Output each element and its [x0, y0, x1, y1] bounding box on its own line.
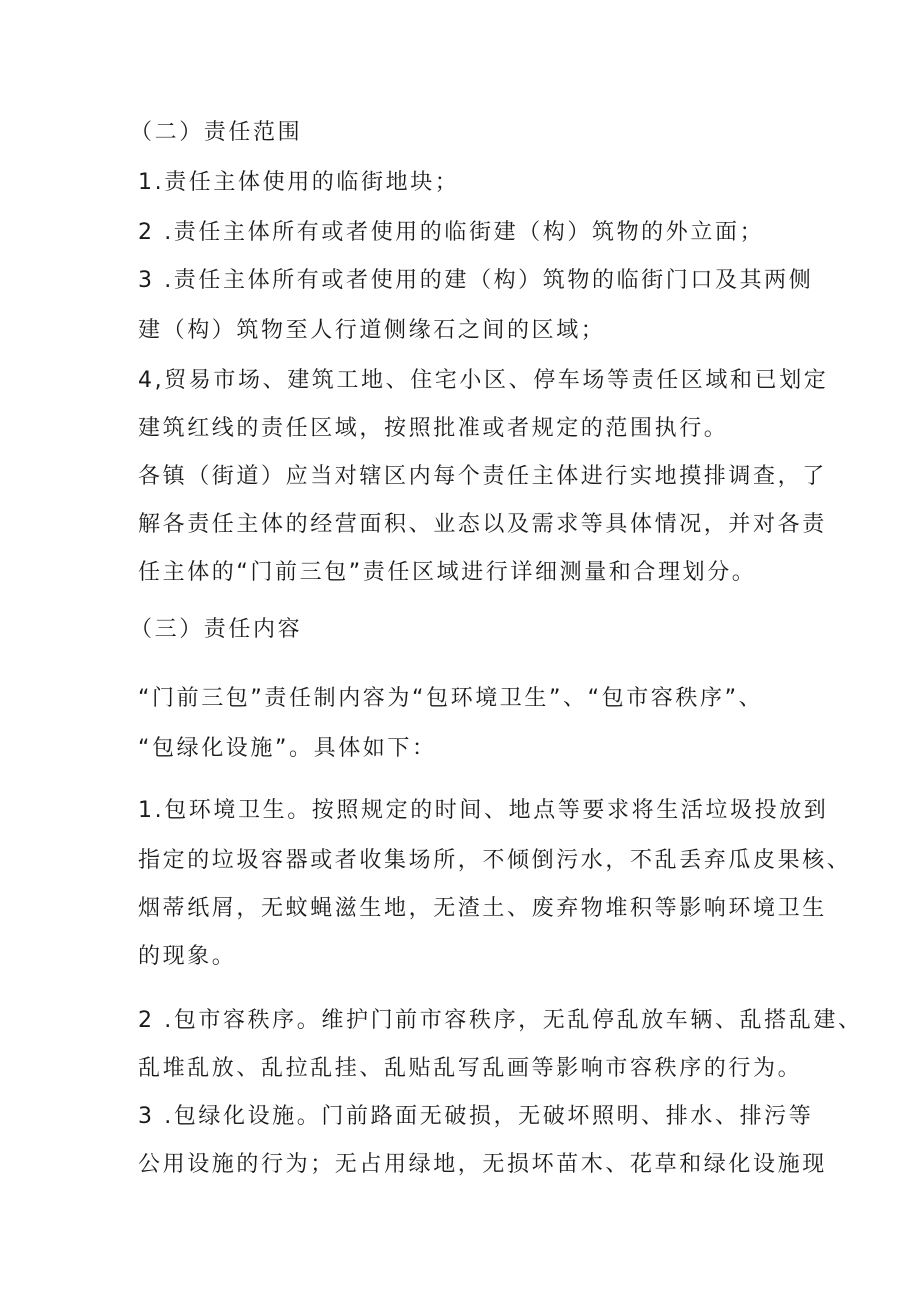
scope-item-4-line-2: 建筑红线的责任区域，按照批准或者规定的范围执行。 [138, 416, 729, 441]
content-item-2-line-1: 2 .包市容秩序。维护门前市容秩序，无乱停乱放车辆、乱搭乱建、 [138, 1008, 863, 1033]
content-item-1-line-4: 的现象。 [138, 944, 237, 969]
section-3-heading: （三）责任内容 [130, 617, 303, 642]
scope-note-line-2: 解各责任主体的经营面积、业态以及需求等具体情况，并对各责 [138, 512, 827, 537]
scope-item-1: 1.责任主体使用的临街地块； [138, 170, 460, 195]
scope-item-2: 2 .责任主体所有或者使用的临街建（构）筑物的外立面； [138, 220, 765, 245]
content-item-1-line-3: 烟蒂纸屑，无蚊蝇滋生地，无渣土、废弃物堆积等影响环境卫生 [138, 896, 827, 921]
content-intro-line-1: “门前三包”责任制内容为“包环境卫生”、“包市容秩序”、 [138, 686, 764, 711]
scope-note-line-1: 各镇（街道）应当对辖区内每个责任主体进行实地摸排调查，了 [138, 464, 827, 489]
content-item-2-line-2: 乱堆乱放、乱拉乱挂、乱贴乱写乱画等影响市容秩序的行为。 [138, 1056, 803, 1081]
content-item-1-line-1: 1.包环境卫生。按照规定的时间、地点等要求将生活垃圾投放到 [138, 798, 829, 823]
content-item-1-line-2: 指定的垃圾容器或者收集场所，不倾倒污水，不乱丢弃瓜皮果核、 [138, 848, 852, 873]
scope-item-4-line-1: 4,贸易市场、建筑工地、住宅小区、停车场等责任区域和已划定 [138, 368, 829, 393]
content-item-3-line-1: 3 .包绿化设施。门前路面无破损，无破坏照明、排水、排污等 [138, 1104, 814, 1129]
scope-note-line-3: 任主体的“门前三包”责任区域进行详细测量和合理划分。 [138, 560, 757, 585]
section-2-heading: （二）责任范围 [130, 120, 303, 145]
scope-item-3-line-2: 建（构）筑物至人行道侧缘石之间的区域； [138, 318, 606, 343]
scope-item-3-line-1: 3 .责任主体所有或者使用的建（构）筑物的临街门口及其两侧 [138, 268, 814, 293]
content-intro-line-2: “包绿化设施”。具体如下： [138, 736, 437, 761]
content-item-3-line-2: 公用设施的行为；无占用绿地，无损坏苗木、花草和绿化设施现 [138, 1152, 827, 1177]
